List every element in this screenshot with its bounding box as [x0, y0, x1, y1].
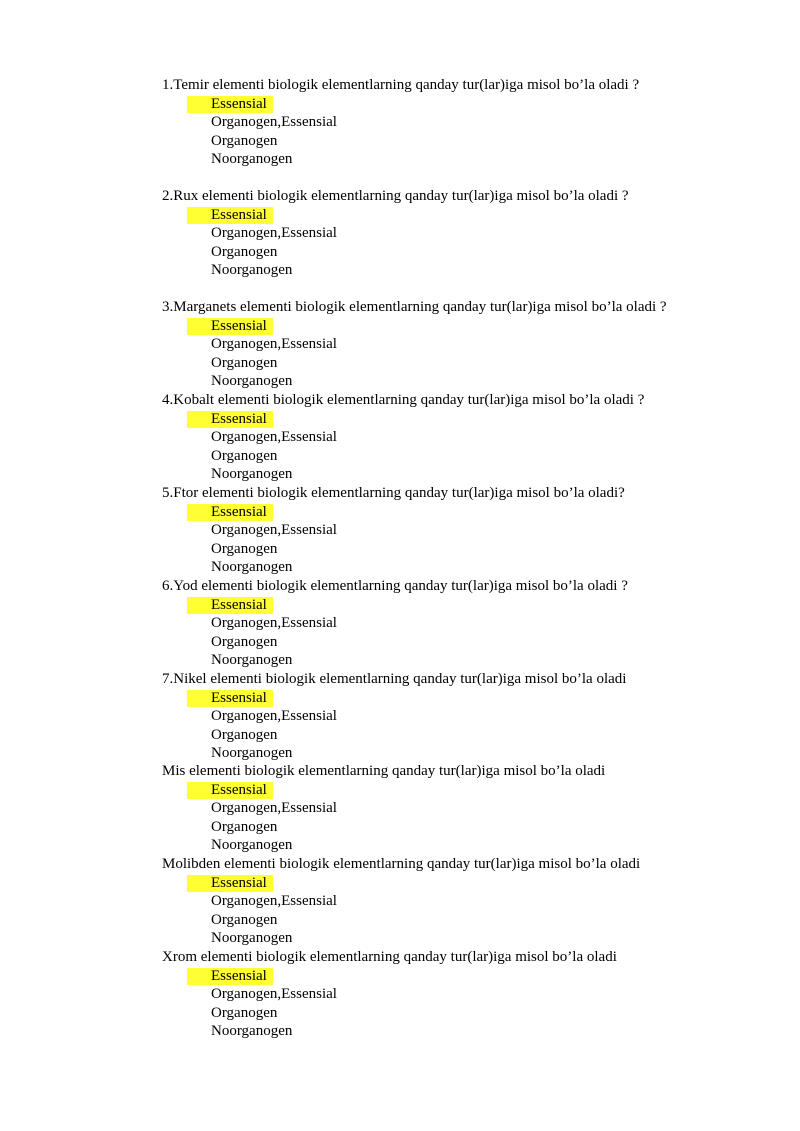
question-text: 5.Ftor elementi biologik elementlarning qanday tur(lar)iga misol bo’la oladi?: [162, 485, 625, 501]
answer-option: [162, 892, 762, 911]
answer-option-label: Organogen: [211, 132, 278, 149]
question-block-2: [162, 187, 762, 280]
answer-option-label: Essensial: [211, 596, 267, 613]
question-block-4: [162, 391, 762, 484]
answer-option: [162, 744, 762, 763]
answer-option-label: Organogen,Essensial: [211, 708, 337, 724]
answer-list: [162, 503, 762, 577]
answer-option-correct: [162, 967, 762, 986]
answer-option: [162, 633, 762, 652]
question-block-7: [162, 670, 762, 763]
answer-option: [162, 614, 762, 633]
answer-option: [162, 540, 762, 559]
answer-option: [162, 224, 762, 243]
answer-list: [162, 317, 762, 391]
answer-option-label: Organogen,Essensial: [211, 114, 337, 130]
answer-list: [162, 967, 762, 1041]
answer-option: [162, 261, 762, 280]
question-block-3: [162, 298, 762, 391]
question-text: 1.Temir elementi biologik elementlarning qanday tur(lar)iga misol bo’la oladi ?: [162, 77, 640, 93]
answer-list: [162, 206, 762, 280]
question-block-5: [162, 484, 762, 577]
answer-list: [162, 410, 762, 484]
answer-option: [162, 447, 762, 466]
answer-option-label: Organogen,Essensial: [211, 893, 337, 909]
question-text: 2.Rux elementi biologik elementlarning qanday tur(lar)iga misol bo’la oladi ?: [162, 188, 629, 204]
answer-option-label: Essensial: [211, 503, 267, 520]
answer-option-correct: [162, 317, 762, 336]
answer-option: [162, 929, 762, 948]
answer-option-label: Organogen: [211, 540, 278, 557]
answer-option-label: Noorganogen: [211, 151, 293, 167]
answer-option-label: Organogen,Essensial: [211, 336, 337, 352]
answer-option: [162, 1004, 762, 1023]
answer-option-label: Noorganogen: [211, 262, 293, 278]
answer-option-label: Essensial: [211, 967, 267, 984]
question-block-6: [162, 577, 762, 670]
answer-option-label: Organogen,Essensial: [211, 615, 337, 631]
answer-option-label: Organogen: [211, 911, 278, 928]
answer-option-correct: [162, 874, 762, 893]
answer-option-label: Noorganogen: [211, 745, 293, 761]
answer-option-correct: [162, 689, 762, 708]
answer-option: [162, 799, 762, 818]
question-text: 4.Kobalt elementi biologik elementlarning qanday tur(lar)iga misol bo’la oladi ?: [162, 392, 645, 408]
answer-option: [162, 243, 762, 262]
answer-option-label: Essensial: [211, 410, 267, 427]
answer-option-label: Essensial: [211, 317, 267, 334]
question-text: Molibden elementi biologik elementlarning qanday tur(lar)iga misol bo’la oladi: [162, 856, 641, 872]
answer-option-correct: [162, 95, 762, 114]
answer-option: [162, 836, 762, 855]
question-text: 6.Yod elementi biologik elementlarning qanday tur(lar)iga misol bo’la oladi ?: [162, 578, 628, 594]
question-block-9: [162, 855, 762, 948]
answer-option-label: Noorganogen: [211, 652, 293, 668]
answer-option-label: Organogen,Essensial: [211, 800, 337, 816]
question-text: 3.Marganets elementi biologik elementlarning qanday tur(lar)iga misol bo’la oladi ?: [162, 299, 667, 315]
answer-option: [162, 818, 762, 837]
answer-option-label: Organogen: [211, 726, 278, 743]
answer-option: [162, 985, 762, 1004]
answer-option-label: Noorganogen: [211, 1023, 293, 1039]
answer-option-label: Essensial: [211, 781, 267, 798]
answer-option-label: Organogen,Essensial: [211, 225, 337, 241]
answer-option-label: Noorganogen: [211, 930, 293, 946]
answer-option-label: Organogen: [211, 633, 278, 650]
answer-option-label: Noorganogen: [211, 466, 293, 482]
answer-option: [162, 521, 762, 540]
answer-list: [162, 95, 762, 169]
answer-option-label: Organogen: [211, 818, 278, 835]
question-text: 7.Nikel elementi biologik elementlarning qanday tur(lar)iga misol bo’la oladi: [162, 671, 627, 687]
answer-option-correct: [162, 596, 762, 615]
answer-option-correct: [162, 503, 762, 522]
answer-option: [162, 651, 762, 670]
answer-option: [162, 1022, 762, 1041]
question-text: Xrom elementi biologik elementlarning qanday tur(lar)iga misol bo’la oladi: [162, 949, 617, 965]
answer-option: [162, 428, 762, 447]
answer-option-label: Noorganogen: [211, 559, 293, 575]
answer-option: [162, 113, 762, 132]
answer-option-label: Organogen: [211, 1004, 278, 1021]
answer-option: [162, 465, 762, 484]
question-block-10: [162, 948, 762, 1041]
answer-option: [162, 372, 762, 391]
answer-option: [162, 707, 762, 726]
answer-option-label: Organogen,Essensial: [211, 429, 337, 445]
answer-option-correct: [162, 410, 762, 429]
answer-option-label: Organogen,Essensial: [211, 522, 337, 538]
answer-option-label: Noorganogen: [211, 373, 293, 389]
question-block-8: [162, 762, 762, 855]
answer-list: [162, 874, 762, 948]
answer-option: [162, 726, 762, 745]
answer-option: [162, 354, 762, 373]
answer-option: [162, 150, 762, 169]
question-block-1: [162, 76, 762, 169]
answer-option-label: Essensial: [211, 689, 267, 706]
answer-option: [162, 911, 762, 930]
answer-option-label: Essensial: [211, 206, 267, 223]
answer-option: [162, 335, 762, 354]
answer-option-label: Organogen: [211, 354, 278, 371]
answer-option-label: Noorganogen: [211, 837, 293, 853]
answer-option-correct: [162, 781, 762, 800]
question-text: Mis elementi biologik elementlarning qanday tur(lar)iga misol bo’la oladi: [162, 763, 606, 779]
answer-option: [162, 132, 762, 151]
answer-option: [162, 558, 762, 577]
answer-option-correct: [162, 206, 762, 225]
answer-option-label: Organogen: [211, 447, 278, 464]
answer-list: [162, 689, 762, 763]
answer-option-label: Organogen: [211, 243, 278, 260]
answer-option-label: Organogen,Essensial: [211, 986, 337, 1002]
answer-list: [162, 781, 762, 855]
answer-option-label: Essensial: [211, 874, 267, 891]
answer-list: [162, 596, 762, 670]
answer-option-label: Essensial: [211, 95, 267, 112]
